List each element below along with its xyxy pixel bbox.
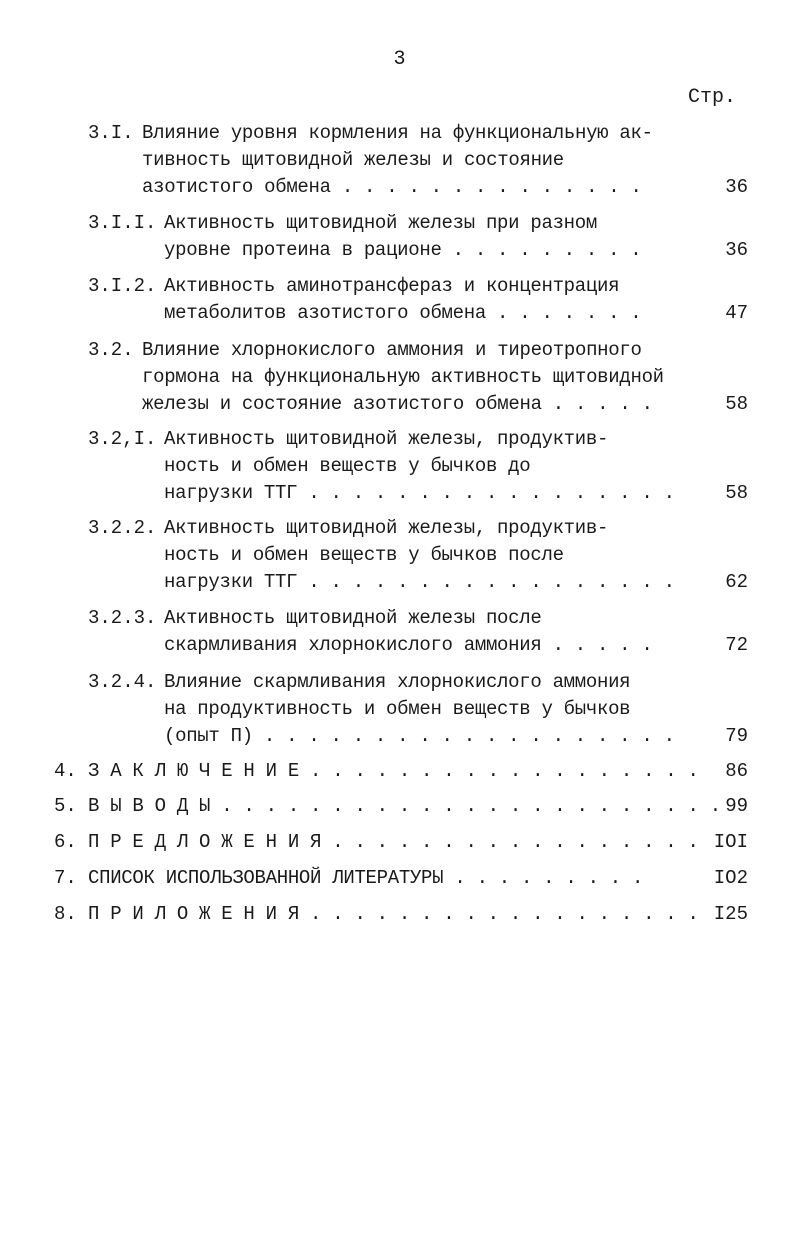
toc-chapter bbox=[54, 865, 748, 892]
toc-entry-number: 3.2.4. bbox=[88, 671, 157, 693]
toc-chapter-number: 7. bbox=[54, 867, 77, 889]
toc-entry bbox=[88, 515, 748, 596]
toc-entry-page: 62 bbox=[725, 571, 748, 593]
toc-entry-line: Активность щитовидной железы, продуктив- bbox=[164, 517, 609, 539]
toc-chapter-title: СПИСОК ИСПОЛЬЗОВАННОЙ ЛИТЕРАТУРЫ . . . . . . . . . bbox=[88, 867, 644, 889]
toc-entry-line: железы и состояние азотистого обмена . . . . . bbox=[142, 393, 653, 415]
toc-chapter-number: 5. bbox=[54, 795, 77, 817]
toc-entry-page: 58 bbox=[725, 393, 748, 415]
toc-chapter-page: I25 bbox=[713, 903, 748, 925]
toc-entry-number: 3.I.2. bbox=[88, 275, 157, 297]
toc-entry-page: 79 bbox=[725, 725, 748, 747]
toc-chapter bbox=[54, 829, 748, 856]
toc-entry-number: 3.I.I. bbox=[88, 212, 157, 234]
toc-entry-line: на продуктивность и обмен веществ у бычков bbox=[164, 698, 631, 720]
toc-entry-line: Влияние уровня кормления на функциональную ак- bbox=[142, 122, 653, 144]
toc-entry-page: 36 bbox=[725, 176, 748, 198]
toc-entry-line: Активность аминотрансфераз и концентрация bbox=[164, 275, 620, 297]
toc-entry-line: Активность щитовидной железы после bbox=[164, 607, 542, 629]
toc-chapter-title: З А К Л Ю Ч Е Н И Е . . . . . . . . . . . . . . . . . . bbox=[88, 760, 699, 782]
toc-chapter-title: П Р Е Д Л О Ж Е Н И Я . . . . . . . . . . . . . . . . . bbox=[88, 831, 699, 853]
toc-entry-line: ность и обмен веществ у бычков после bbox=[164, 544, 564, 566]
toc-entry-line: азотистого обмена . . . . . . . . . . . . . . bbox=[142, 176, 642, 198]
toc-chapter-page: 86 bbox=[725, 760, 748, 782]
toc-entry-page: 58 bbox=[725, 482, 748, 504]
toc-entry bbox=[88, 337, 748, 418]
toc-entry bbox=[88, 605, 748, 659]
toc-chapter-number: 4. bbox=[54, 760, 77, 782]
toc-chapter-page: 99 bbox=[725, 795, 748, 817]
toc-entry bbox=[88, 426, 748, 507]
toc-entry-line: скармливания хлорнокислого аммония . . . . . bbox=[164, 634, 653, 656]
toc-entry bbox=[88, 669, 748, 750]
toc-entry bbox=[88, 273, 748, 327]
toc-entry-page: 47 bbox=[725, 302, 748, 324]
toc-entry-line: уровне протеина в рационе . . . . . . . . . bbox=[164, 239, 642, 261]
toc-chapter-number: 6. bbox=[54, 831, 77, 853]
toc-entry-number: 3.2,I. bbox=[88, 428, 157, 450]
toc-entry-page: 72 bbox=[725, 634, 748, 656]
toc-entry-line: Активность щитовидной железы при разном bbox=[164, 212, 597, 234]
toc-entry-number: 3.I. bbox=[88, 122, 134, 144]
toc-entry bbox=[88, 120, 748, 201]
toc-chapter bbox=[54, 793, 748, 820]
toc-entry-page: 36 bbox=[725, 239, 748, 261]
toc-entry-line: (опыт П) . . . . . . . . . . . . . . . . . . . bbox=[164, 725, 675, 747]
toc-entry-line: Влияние хлорнокислого аммония и тиреотропного bbox=[142, 339, 642, 361]
toc-entry-line: метаболитов азотистого обмена . . . . . . . bbox=[164, 302, 642, 324]
toc-entry-line: Влияние скармливания хлорнокислого аммония bbox=[164, 671, 631, 693]
toc-chapter-page: IOI bbox=[713, 831, 748, 853]
page-column-header: Стр. bbox=[688, 86, 737, 109]
toc-entry-number: 3.2.3. bbox=[88, 607, 157, 629]
toc-chapter-title: П Р И Л О Ж Е Н И Я . . . . . . . . . . . . . . . . . . bbox=[88, 903, 699, 925]
toc-chapter bbox=[54, 758, 748, 785]
toc-chapter bbox=[54, 901, 748, 928]
toc-entry-line: нагрузки ТТГ . . . . . . . . . . . . . . . . . bbox=[164, 482, 675, 504]
toc-entry-line: нагрузки ТТГ . . . . . . . . . . . . . . . . . bbox=[164, 571, 675, 593]
toc-entry-line: Активность щитовидной железы, продуктив- bbox=[164, 428, 609, 450]
toc-chapter-title: В Ы В О Д Ы . . . . . . . . . . . . . . . . . . . . . . . bbox=[88, 795, 721, 817]
toc-entry-line: ность и обмен веществ у бычков до bbox=[164, 455, 531, 477]
toc-chapter-number: 8. bbox=[54, 903, 77, 925]
toc-entry-line: гормона на функциональную активность щитовидной bbox=[142, 366, 664, 388]
toc-entry-number: 3.2. bbox=[88, 339, 134, 361]
page-number: 3 bbox=[393, 48, 406, 71]
toc-entry bbox=[88, 210, 748, 264]
toc-chapter-page: IO2 bbox=[713, 867, 748, 889]
toc-entry-number: 3.2.2. bbox=[88, 517, 157, 539]
toc-entry-line: тивность щитовидной железы и состояние bbox=[142, 149, 564, 171]
